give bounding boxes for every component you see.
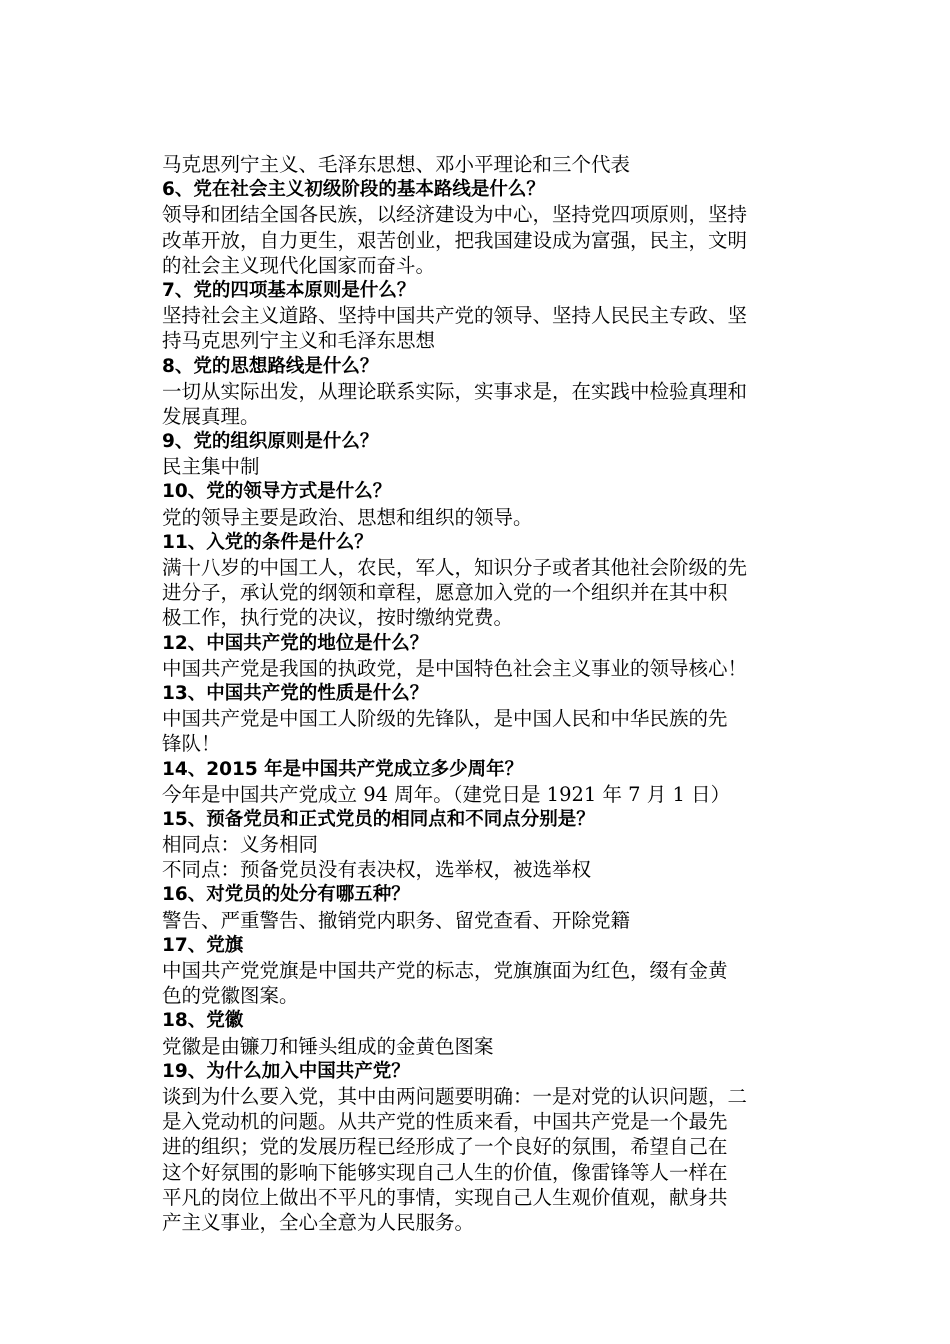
answer-line: 警告、严重警告、撤销党内职务、留党查看、开除党籍 xyxy=(162,908,631,932)
answer-line: 锋队！ xyxy=(162,732,221,756)
question-heading: 12、中国共产党的地位是什么？ xyxy=(162,632,429,654)
answer-line: 持马克思列宁主义和毛泽东思想 xyxy=(162,329,436,353)
answer-line: 领导和团结全国各民族，以经济建设为中心，坚持党四项原则，坚持 xyxy=(162,203,748,227)
answer-line: 色的党徽图案。 xyxy=(162,984,299,1008)
document-body xyxy=(162,152,822,1235)
answer-line: 相同点：义务相同 xyxy=(162,833,319,857)
answer-line: 中国共产党党旗是中国共产党的标志，党旗旗面为红色，缀有金黄 xyxy=(162,959,728,982)
question-heading: 6、党在社会主义初级阶段的基本路线是什么？ xyxy=(162,179,545,201)
answer-line: 不同点：预备党员没有表决权，选举权，被选举权 xyxy=(162,858,592,882)
answer-line: 的社会主义现代化国家而奋斗。 xyxy=(162,253,436,277)
answer-line: 是入党动机的问题。从共产党的性质来看，中国共产党是一个最先 xyxy=(162,1110,728,1134)
answer-line: 民主集中制 xyxy=(162,455,260,479)
answer-line: 中国共产党是我国的执政党，是中国特色社会主义事业的领导核心！ xyxy=(162,656,748,680)
answer-line: 这个好氛围的影响下能够实现自己人生的价值，像雷锋等人一样在 xyxy=(162,1160,728,1184)
answer-line: 谈到为什么要入党，其中由两问题要明确：一是对党的认识问题，二 xyxy=(162,1084,748,1108)
answer-line: 产主义事业，全心全意为人民服务。 xyxy=(162,1210,475,1234)
answer-line: 改革开放，自力更生，艰苦创业，把我国建设成为富强，民主，文明 xyxy=(162,228,748,252)
question-heading: 15、预备党员和正式党员的相同点和不同点分别是？ xyxy=(162,808,595,830)
answer-line: 今年是中国共产党成立 94 周年。（建党日是 1921 年 7 月 1 日） xyxy=(162,782,731,806)
answer-line: 党的领导主要是政治、思想和组织的领导。 xyxy=(162,505,533,529)
answer-line: 党徽是由镰刀和锤头组成的金黄色图案 xyxy=(162,1034,494,1058)
answer-line: 马克思列宁主义、毛泽东思想、邓小平理论和三个代表 xyxy=(162,153,631,176)
question-heading: 7、党的四项基本原则是什么？ xyxy=(162,279,416,301)
question-heading: 18、党徽 xyxy=(162,1010,244,1032)
answer-line: 一切从实际出发，从理论联系实际，实事求是，在实践中检验真理和 xyxy=(162,379,748,403)
question-heading: 8、党的思想路线是什么？ xyxy=(162,355,379,377)
question-heading: 11、入党的条件是什么？ xyxy=(162,531,373,553)
answer-line: 进的组织；党的发展历程已经形成了一个良好的氛围，希望自己在 xyxy=(162,1135,728,1159)
answer-line: 极工作，执行党的决议，按时缴纳党费。 xyxy=(162,606,514,630)
answer-line: 中国共产党是中国工人阶级的先锋队，是中国人民和中华民族的先 xyxy=(162,707,728,731)
answer-line: 满十八岁的中国工人，农民，军人，知识分子或者其他社会阶级的先 xyxy=(162,556,748,579)
question-heading: 14、2015 年是中国共产党成立多少周年？ xyxy=(162,758,524,780)
answer-line: 发展真理。 xyxy=(162,404,260,428)
answer-line: 坚持社会主义道路、坚持中国共产党的领导、坚持人民民主专政、坚 xyxy=(162,304,748,328)
answer-line: 进分子，承认党的纲领和章程，愿意加入党的一个组织并在其中积 xyxy=(162,581,728,605)
answer-line: 平凡的岗位上做出不平凡的事情，实现自己人生观价值观，献身共 xyxy=(162,1185,728,1209)
question-heading: 17、党旗 xyxy=(162,934,244,956)
question-heading: 10、党的领导方式是什么？ xyxy=(162,481,392,503)
question-heading: 19、为什么加入中国共产党？ xyxy=(162,1060,410,1082)
question-heading: 9、党的组织原则是什么？ xyxy=(162,431,379,453)
question-heading: 16、对党员的处分有哪五种？ xyxy=(162,884,410,906)
question-heading: 13、中国共产党的性质是什么？ xyxy=(162,682,429,704)
